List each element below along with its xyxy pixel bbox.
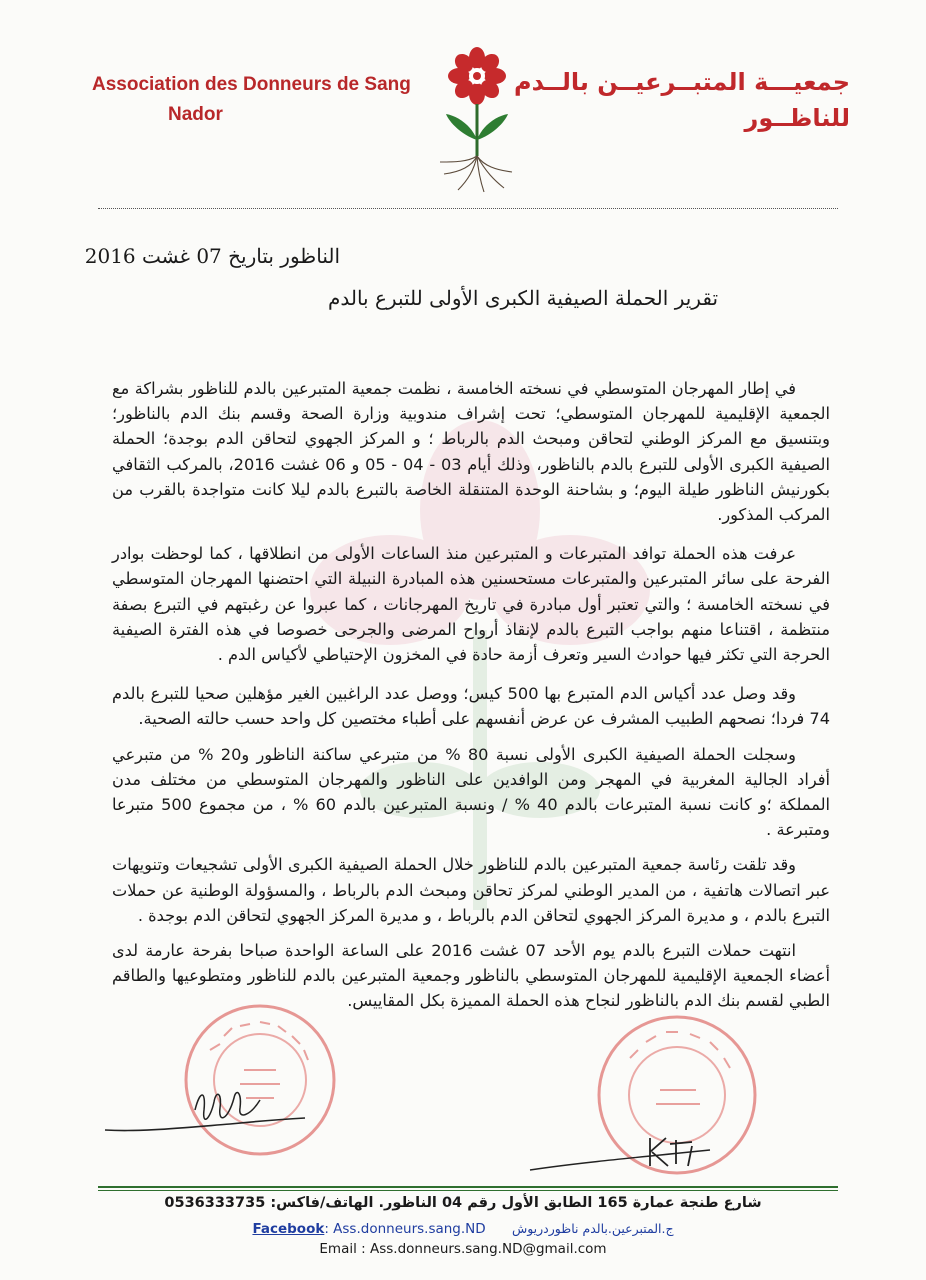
org-name-french-line1: Association des Donneurs de Sang <box>92 74 411 95</box>
paragraph-intro: في إطار المهرجان المتوسطي في نسخته الخامسة ، نظمت جمعية المتبرعين بالدم للناظور بشراكة مع الجمعية الإقليمية للمهرجان المتوسطي؛ تحت إشراف مندوبية وزارة الصحة وقسم بنك الدم بالناظور؛ وبتنسيق مع المركز الوطني لتحاقن ومبحث الدم بالرباط ؛ و المركز الجهوي لتحاقن الدم بوجدة؛ الحملة الصيفية الكبرى الأولى للتبرع بالدم بالناظور، وذلك أيام 03 - 04 - 05 و 06 غشت 2016، بالمركب الثقافي بكورنيش الناظور طيلة اليوم؛ و بشاحنة الوحدة المتنقلة الخاصة بالتبرع بالدم ليلا كانت متواجدة بالقرب من المركب المذكور. <box>112 379 830 525</box>
flower-with-roots-icon <box>432 44 522 194</box>
org-name-french-line2: Nador <box>168 104 223 125</box>
document-date: الناظور بتاريخ 07 غشت 2016 <box>84 244 340 268</box>
paragraph-percentages: وسجلت الحملة الصيفية الكبرى الأولى نسبة 80 % من متبرعي ساكنة الناظور و20 % من متبرعي أفراد الجالية المغربية في المهجر ومن الوافدين على الناظور والمهرجان المتوسطي من مختلف مدن المملكة ؛و كانت نسبة المتبرعات بالدم 40 % / ونسبة المتبرعين بالدم 60 % ، من مجموع 500 متبرعا ومتبرعة . <box>112 744 831 840</box>
paragraph-turnout: عرفت هذه الحملة توافد المتبرعات و المتبرعين منذ الساعات الأولى من انطلاقها ، كما لوحظت بوادر الفرحة على سائر المتبرعين والمتبرعات مستحسنين هذه المبادرة النبيلة التي احتضنها المهرجان المتوسطي في نسخته الخامسة ؛ والتي تعتبر أول مبادرة في تاريخ المهرجانات ، كما عبروا عن رغبتهم في التبرع بصفة منتظمة ، اقتناعا منهم بواجب التبرع بالدم لإنقاذ أرواح المرضى والجرحى خصوصا في هذه الفترة الصيفية الحرجة التي تكثر فيها حوادث السير وتعرف أزمة حادة في المخزون الإحتياطي لأكياس الدم . <box>112 544 830 665</box>
paragraph-bags: وقد وصل عدد أكياس الدم المتبرع بها 500 كيس؛ ووصل عدد الراغبين الغير مؤهلين صحيا للتبرع بالدم 74 فردا؛ نصحهم الطبيب المشرف عن عرض أنفسهم على أطباء مختصين كل واحد حسب حالته الصحية. <box>112 684 830 729</box>
document-body <box>112 376 830 1024</box>
org-name-arabic <box>514 64 850 136</box>
org-name-arabic-line1: جمعيـــة المتبــرعيــن بالــدم <box>514 68 850 96</box>
paragraph-encouragement: وقد تلقت رئاسة جمعية المتبرعين بالدم للناظور خلال الحملة الصيفية الكبرى الأولى تشجيعات وتنويهات عبر اتصالات هاتفية ، من المدير الوطني لمركز تحاقن ومبحث الدم بالرباط ، والمسؤولة الوطنية عن حملات التبرع بالدم ، و مديرة المركز الجهوي لتحاقن الدم بالرباط ، و مديرة المركز الجهوي لتحاقن الدم بوجدة . <box>112 855 830 925</box>
org-name-french <box>92 70 411 130</box>
facebook-arabic-name: ج.المتبرعين.بالدم ناظوردريوش <box>511 1221 674 1236</box>
footer-address-text: شارع طنجة عمارة 165 الطابق الأول رقم 04 الناظور. الهاتف/فاكس: <box>270 1195 762 1211</box>
footer-address <box>0 1195 926 1211</box>
secretary-signature-icon <box>520 1120 720 1180</box>
footer-facebook <box>0 1221 926 1237</box>
footer-divider <box>98 1186 838 1188</box>
facebook-handle[interactable]: : Ass.donneurs.sang.ND <box>324 1221 486 1237</box>
document-title: تقرير الحملة الصيفية الكبرى الأولى للتبرع بالدم <box>327 286 719 310</box>
footer-phone: 0536333735 <box>164 1195 266 1211</box>
org-name-arabic-line2: للناظــور <box>744 104 850 132</box>
facebook-label[interactable]: Facebook <box>252 1221 325 1237</box>
header-divider <box>98 208 838 209</box>
president-signature-icon <box>100 1080 310 1140</box>
footer-divider-thin <box>98 1190 838 1191</box>
footer-email[interactable]: Email : Ass.donneurs.sang.ND@gmail.com <box>319 1241 607 1257</box>
paragraph-closing: انتهت حملات التبرع بالدم يوم الأحد 07 غشت 2016 على الساعة الواحدة صباحا بفرحة عارمة لدى أعضاء الجمعية الإقليمية للمهرجان المتوسطي بالناظور وجمعية المتبرعين بالدم للناظور ومتطوعيها والطاقم الطبي لقسم بنك الدم بالناظور لنجاح هذه الحملة المميزة بكل المقاييس. <box>112 941 830 1011</box>
